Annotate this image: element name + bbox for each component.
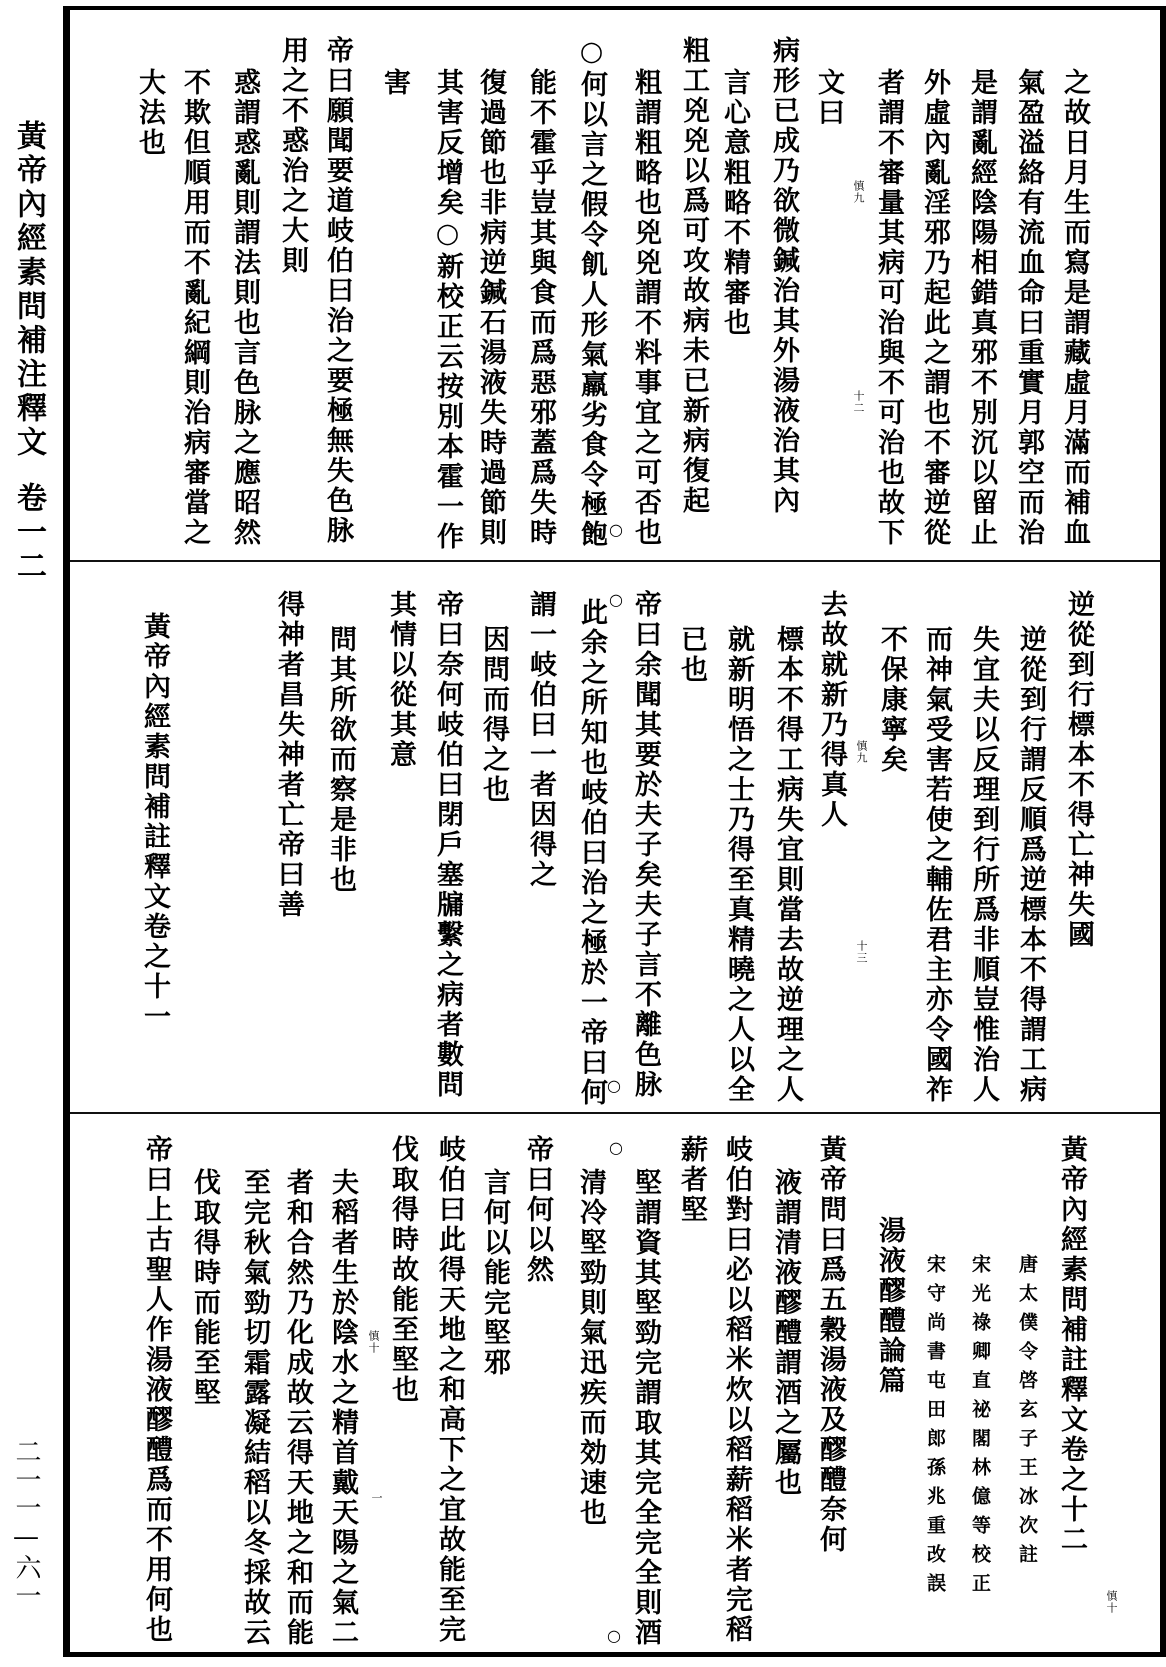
text-column: 言心意粗略不精審也 — [719, 68, 750, 338]
text-column: 伐取得時而能至堅 — [189, 1168, 220, 1408]
panel-divider — [70, 1112, 1160, 1114]
text-column: 黃帝內經素問補註釋文卷之十二 — [1056, 1135, 1087, 1555]
text-column: 至完秋氣勁切霜露凝結稻以冬採故云 — [239, 1168, 270, 1648]
book-title: 黃帝內經素問補注釋文 — [11, 120, 46, 460]
text-column: 堅謂資其堅勁完謂取其完全完全則酒 — [630, 1168, 661, 1648]
text-column: 岐伯對曰必以稻米炊以稻薪稻米者完稻 — [721, 1135, 752, 1645]
text-column: 謂一岐伯曰一者因得之 — [525, 590, 556, 890]
marginal-note: 慎十 — [1105, 1590, 1118, 1614]
text-column: 帝曰余聞其要於夫子矣夫子言不離色脉 — [630, 590, 661, 1100]
marginal-note: 慎十 — [367, 1330, 380, 1354]
text-column: 之故日月生而寫是謂藏虛月滿而補血 — [1059, 68, 1090, 548]
text-column: 惑謂惑亂則謂法則也言色脉之應昭然 — [229, 68, 260, 548]
text-column: 伐取得時故能至堅也 — [387, 1135, 418, 1405]
text-column: 不欺但順用而不亂紀綱則治病審當之 — [179, 68, 210, 548]
text-column: 岐伯曰此得天地之和高下之宜故能至完 — [434, 1135, 465, 1645]
text-column: 問其所欲而察是非也 — [325, 625, 356, 895]
text-column: 黃帝內經素問補註釋文卷之十一 — [139, 612, 170, 1032]
text-column: 外虛內亂淫邪乃起此之謂也不審逆從 — [919, 68, 950, 548]
margin-book-title — [6, 120, 50, 584]
text-column: 言何以能完堅邪 — [479, 1168, 510, 1378]
text-column: 薪者堅 — [676, 1135, 707, 1225]
text-column: 去故就新乃得真人 — [816, 590, 847, 830]
marginal-note: 慎九 — [855, 740, 868, 764]
text-column: 得神者昌失神者亡帝曰善 — [273, 590, 304, 920]
circle-mark-icon: ○ — [609, 520, 623, 539]
text-column: 逆從到行謂反順爲逆標本不得謂工病 — [1015, 625, 1046, 1105]
text-column: 夫稻者生於陰水之精首戴天陽之氣二 — [327, 1168, 358, 1648]
marginal-note: 一 — [370, 1492, 383, 1504]
text-column: 害 — [379, 68, 410, 98]
marginal-note: 十二 — [852, 390, 865, 414]
text-column: 就新明悟之士乃得至真精曉之人以全 — [723, 625, 754, 1105]
text-column: 液謂清液醪醴謂酒之屬也 — [770, 1168, 801, 1498]
byline-column: 宋守尚書屯田郎孫兆重改誤 — [924, 1254, 946, 1602]
text-column: 帝曰上古聖人作湯液醪醴爲而不用何也 — [141, 1135, 172, 1645]
text-column: 粗工兇兇以爲可攻故病未已新病復起 — [678, 36, 709, 516]
text-column: 粗謂粗略也兇兇謂不料事宜之可否也 — [630, 68, 661, 548]
text-column: 者謂不審量其病可治與不可治也故下 — [873, 68, 904, 548]
circle-mark-icon: ○ — [607, 1626, 621, 1645]
circle-mark-icon: ○ — [609, 590, 623, 609]
text-column: 氣盈溢絡有流血命曰重實月郭空而治 — [1013, 68, 1044, 548]
text-column: 失宜夫以反理到行所爲非順豈惟治人 — [968, 625, 999, 1105]
page-number: 二一一—六一 — [11, 1438, 41, 1610]
text-column: 能不霍乎豈其與食而爲惡邪蓋爲失時 — [525, 68, 556, 548]
text-column: 帝曰何以然 — [522, 1135, 553, 1285]
text-column: 復過節也非病逆鍼石湯液失時過節則 — [475, 68, 506, 548]
text-column: 文曰 — [813, 68, 844, 128]
text-column: 此余之所知也岐伯曰治之極於一帝曰何 — [576, 598, 607, 1108]
volume-label: 卷一二 — [11, 482, 46, 584]
panel-divider — [70, 560, 1160, 562]
text-column: 標本不得工病失宜則當去故逆理之人 — [772, 625, 803, 1105]
text-column: 大法也 — [134, 68, 165, 158]
text-column: 帝曰願聞要道岐伯曰治之要極無失色脉 — [322, 36, 353, 546]
text-column: 是謂亂經陰陽相錯真邪不別沉以留止 — [966, 68, 997, 548]
text-column: 逆從到行標本不得亡神失國 — [1063, 590, 1094, 950]
text-column: ○何以言之假令飢人形氣羸劣食令極飽 — [576, 36, 607, 550]
text-column: 其害反增矣○新校正云按別本霍一作 — [432, 68, 463, 552]
text-column: 病形已成乃欲微鍼治其外湯液治其內 — [768, 36, 799, 516]
circle-mark-icon: ○ — [607, 1076, 621, 1095]
marginal-note: 十三 — [855, 940, 868, 964]
text-column: 帝曰奈何岐伯曰閉戶塞牖繫之病者數問 — [432, 590, 463, 1100]
byline-column: 宋光祿卿直祕閣林億等校正 — [969, 1254, 991, 1602]
text-column: 用之不惑治之大則 — [277, 36, 308, 276]
text-column: 因問而得之也 — [478, 625, 509, 805]
text-column: 湯液醪醴論篇 — [874, 1216, 905, 1396]
circle-mark-icon: ○ — [609, 1138, 623, 1157]
text-column: 而神氣受害若使之輔佐君主亦令國祚 — [921, 625, 952, 1105]
text-column: 清冷堅勁則氣迅疾而効速也 — [575, 1168, 606, 1528]
text-column: 其情以從其意 — [385, 590, 416, 770]
text-column: 不保康寧矣 — [876, 625, 907, 775]
byline-column: 唐太僕令啓玄子王冰次註 — [1016, 1254, 1038, 1573]
marginal-note: 慎九 — [852, 180, 865, 204]
text-column: 已也 — [676, 625, 707, 685]
text-column: 黃帝問曰爲五穀湯液及醪醴奈何 — [815, 1135, 846, 1555]
text-column: 者和合然乃化成故云得天地之和而能 — [282, 1168, 313, 1648]
